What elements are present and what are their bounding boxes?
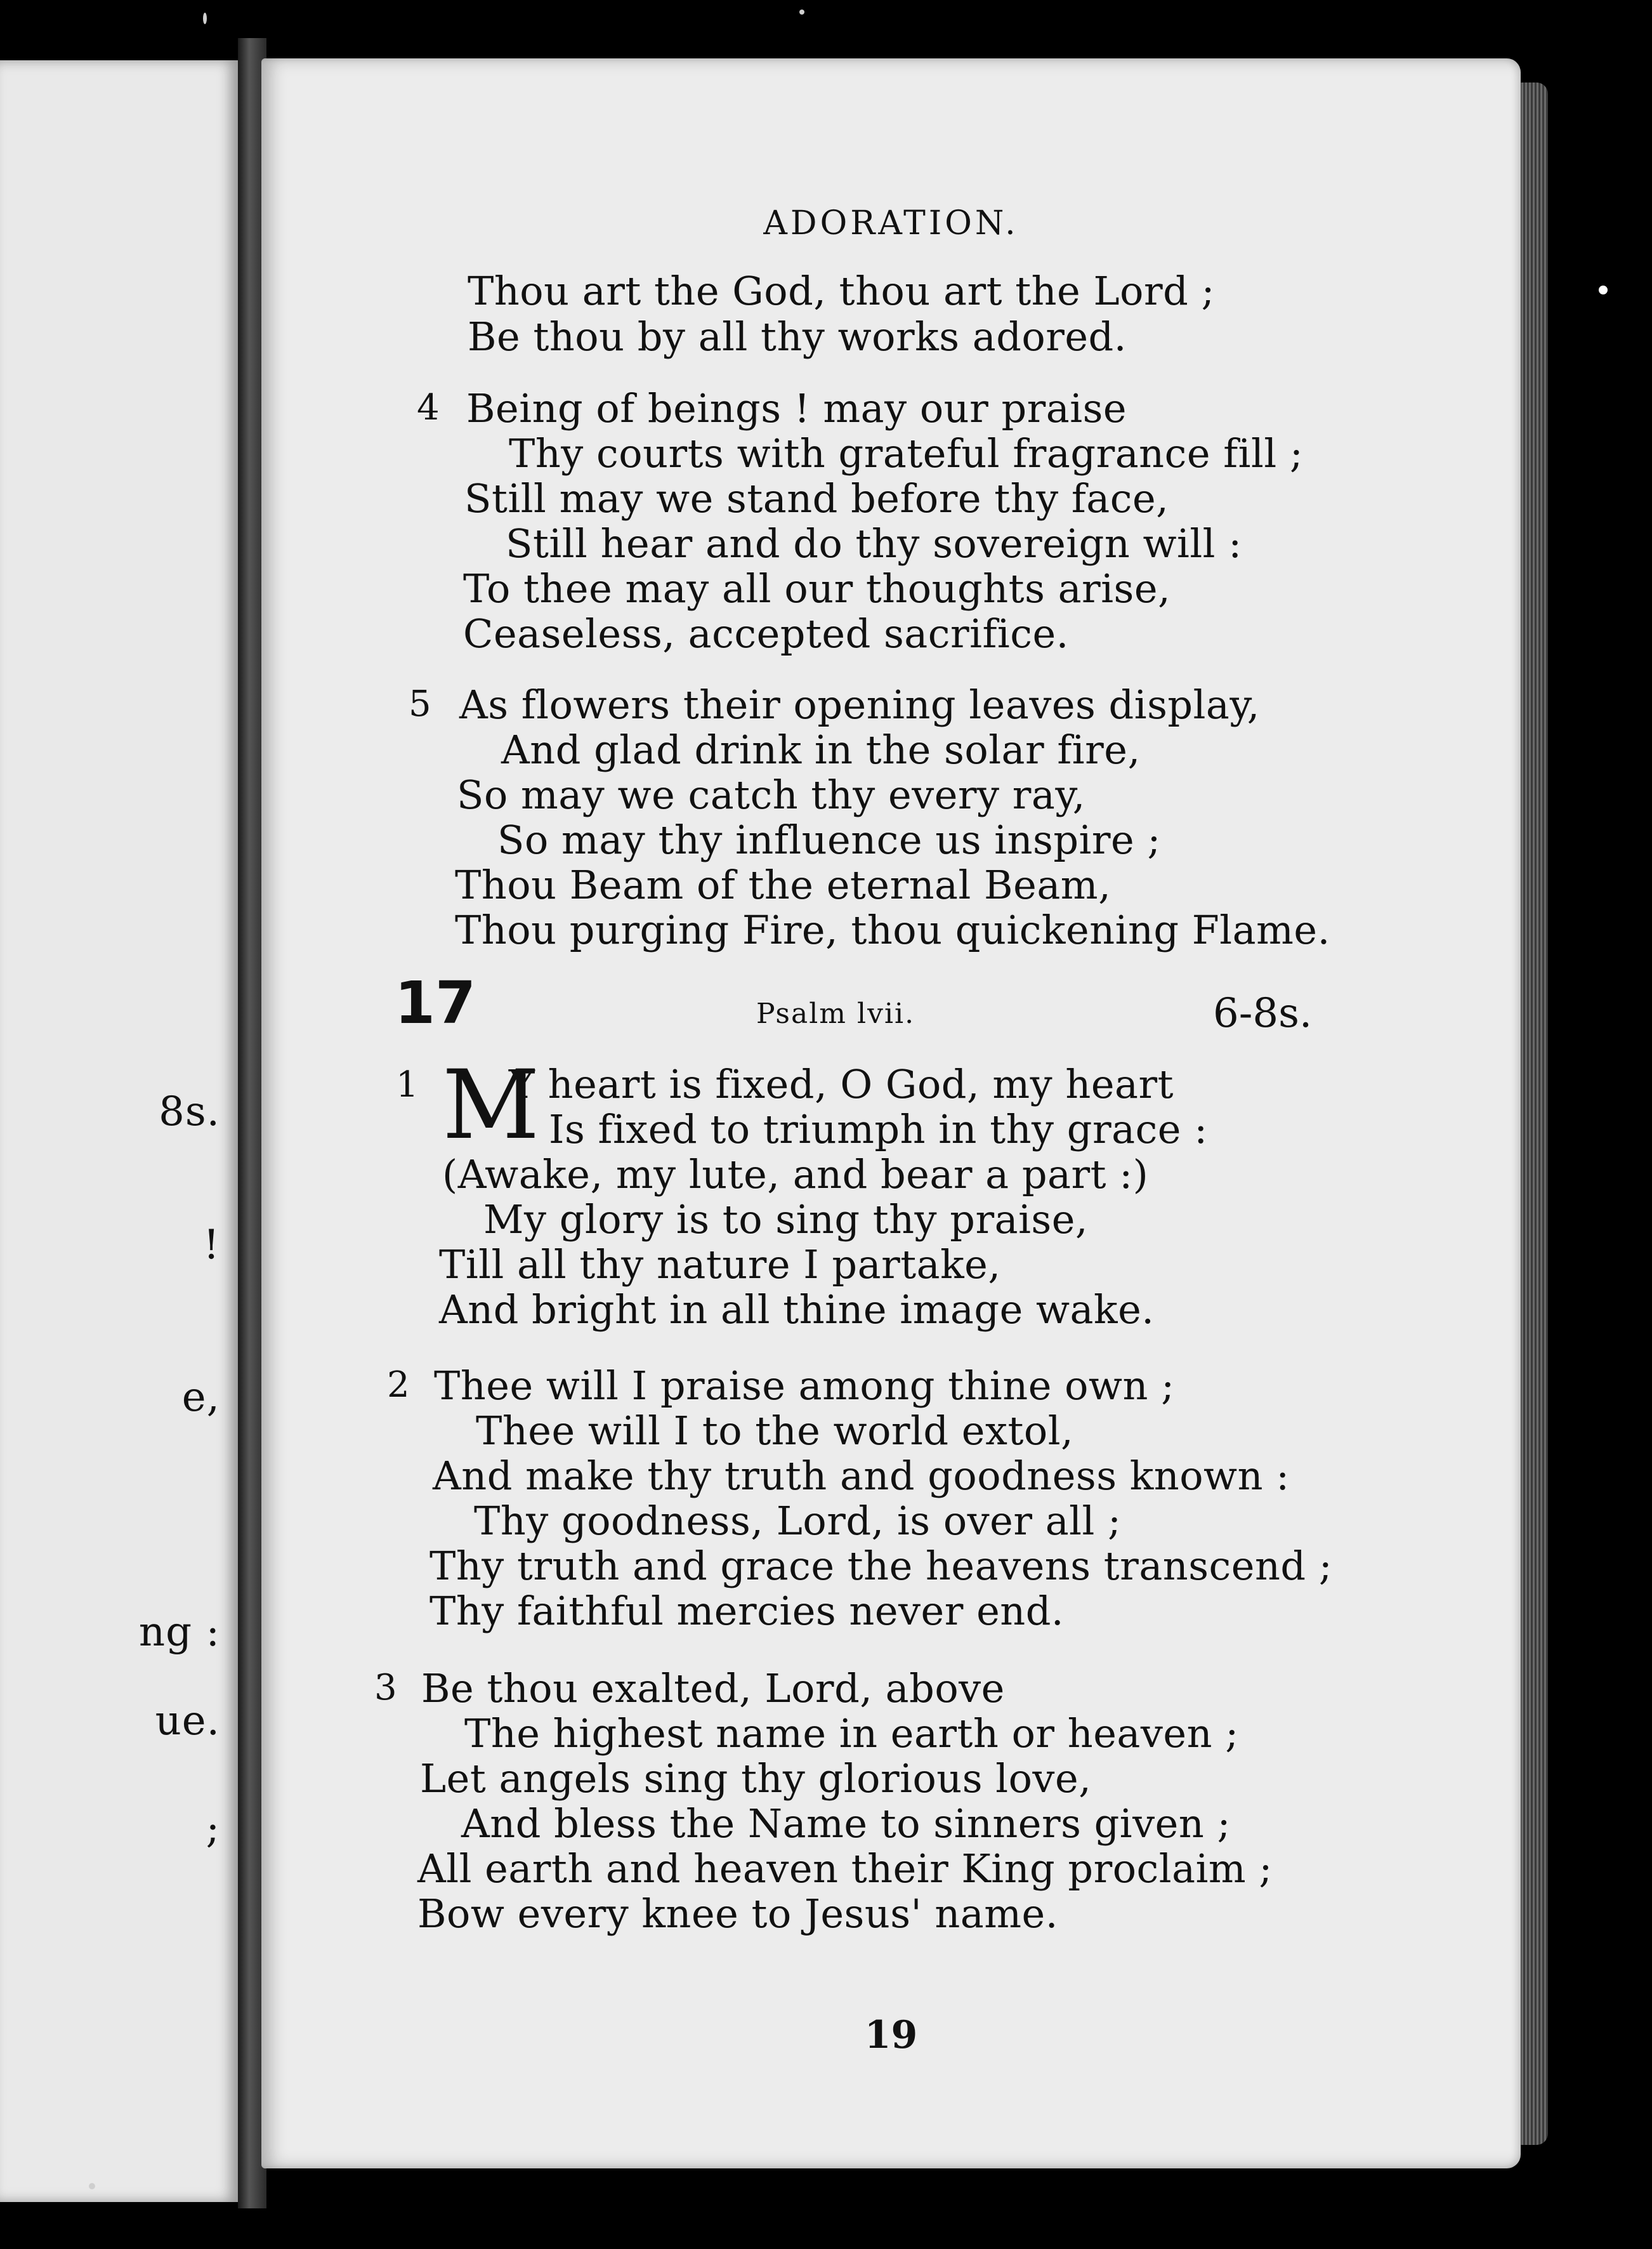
hymn-line: Ceaseless, accepted sacrifice. [463,610,1069,657]
left-page-fragment: ue. [155,1698,220,1744]
verse-number: 1 [396,1064,419,1105]
hymn-line: And make thy truth and goodness known : [433,1453,1290,1499]
left-page-fragment: ; [206,1805,220,1852]
hymn-line: Being of beings ! may our praise [466,385,1127,432]
hymn-line: Let angels sing thy glorious love, [420,1755,1092,1802]
hymn-line: Till all thy nature I partake, [439,1241,1001,1288]
hymn-line: Thou Beam of the eternal Beam, [455,862,1111,908]
hymn-line: Bow every knee to Jesus' name. [417,1890,1058,1937]
left-page [0,60,238,2202]
hymn-line: Thy goodness, Lord, is over all ; [474,1498,1122,1544]
hymn-line: To thee may all our thoughts arise, [463,565,1171,612]
scan-speck [203,13,207,24]
hymn-line: Y heart is fixed, O God, my heart [509,1061,1174,1107]
hymn-line: (Awake, my lute, and bear a part :) [442,1151,1149,1197]
hymn-line: Thy courts with grateful fragrance fill ; [509,430,1304,477]
verse-number: 4 [417,387,440,428]
hymn-line: Thee will I to the world extol, [476,1408,1074,1454]
hymn-line: And bright in all thine image wake. [439,1286,1155,1333]
hymn-line: Be thou by all thy works adored. [468,313,1127,360]
verse-number: 5 [409,683,431,725]
left-page-fragment: e, [181,1374,220,1421]
hymn-line: Be thou exalted, Lord, above [421,1665,1005,1711]
left-page-fragment: 8s. [159,1088,220,1135]
hymn-line: Thy faithful mercies never end. [429,1588,1065,1634]
hymn-line: Is fixed to triumph in thy grace : [549,1106,1208,1152]
hymn-line: My glory is to sing thy praise, [483,1196,1089,1243]
hymn-number: 17 [395,969,476,1037]
hymn-line: So may we catch thy every ray, [457,772,1085,818]
running-head: ADORATION. [763,204,1019,242]
hymn-line: And glad drink in the solar fire, [501,727,1141,773]
verse-number: 3 [374,1667,397,1708]
scan-speck [89,2183,95,2189]
right-page [261,58,1521,2168]
scan-speck [1599,286,1608,294]
hymn-line: All earth and heaven their King proclaim ; [417,1845,1273,1892]
hymn-line: And bless the Name to sinners given ; [461,1800,1231,1847]
hymn-meter: 6-8s. [1213,990,1313,1037]
hymn-line: Still hear and do thy sovereign will : [506,520,1242,567]
verse-number: 2 [387,1364,410,1406]
hymn-line: Thou purging Fire, thou quickening Flame. [455,907,1330,953]
hymn-line: Thou art the God, thou art the Lord ; [468,268,1215,314]
hymn-line: Thee will I praise among thine own ; [434,1362,1175,1409]
hymn-line: Thy truth and grace the heavens transcend ; [429,1543,1333,1589]
hymn-line: Still may we stand before thy face, [464,475,1169,522]
left-page-fragment: ! [203,1222,220,1269]
scan-speck [799,10,804,15]
hymn-source: Psalm lvii. [756,998,915,1030]
hymn-line: So may thy influence us inspire ; [497,817,1161,863]
hymn-line: The highest name in earth or heaven ; [464,1710,1239,1757]
drop-cap: M [442,1050,540,1161]
left-page-fragment: ng : [138,1609,220,1656]
page-number: 19 [864,2013,918,2057]
hymn-line: As flowers their opening leaves display, [459,682,1260,728]
